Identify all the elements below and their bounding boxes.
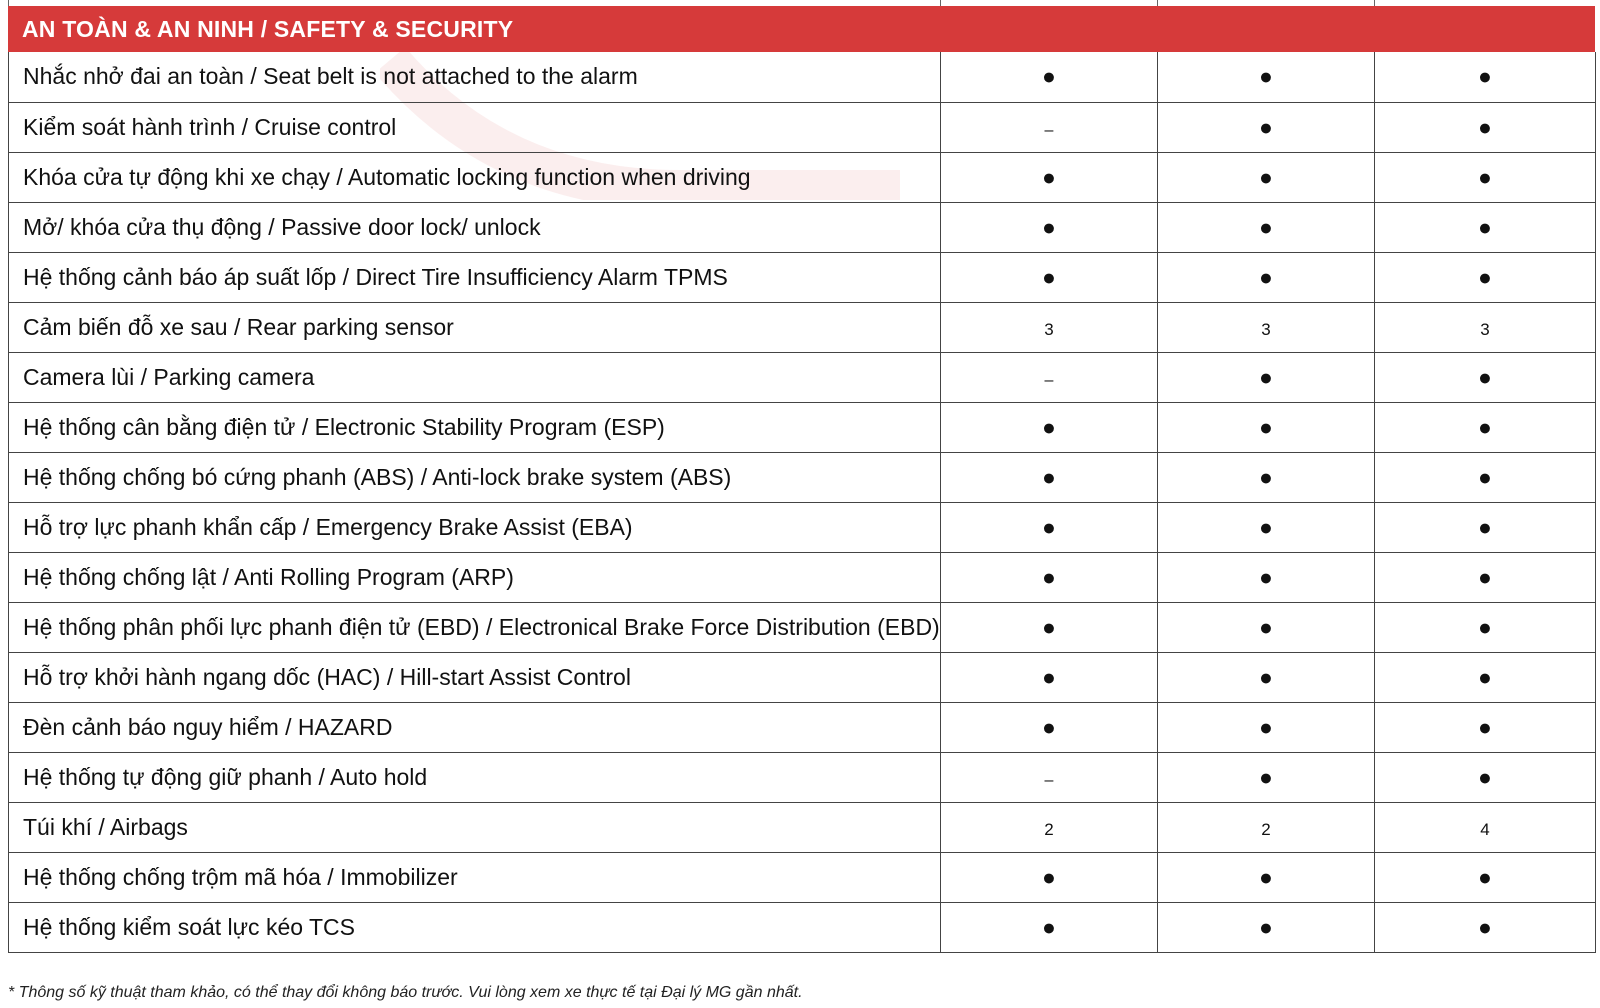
included-dot: ● bbox=[1042, 513, 1056, 540]
included-dot: ● bbox=[1042, 863, 1056, 890]
variant-value-cell bbox=[941, 152, 1158, 202]
feature-label: Cảm biến đỗ xe sau / Rear parking sensor bbox=[9, 302, 941, 352]
feature-label: Đèn cảnh báo nguy hiểm / HAZARD bbox=[9, 702, 941, 752]
variant-value-cell bbox=[1375, 152, 1596, 202]
included-dot: ● bbox=[1259, 863, 1273, 890]
variant-value-cell bbox=[941, 202, 1158, 252]
feature-label: Hệ thống chống lật / Anti Rolling Program (ARP) bbox=[9, 552, 941, 602]
feature-label: Hỗ trợ khởi hành ngang dốc (HAC) / Hill-start Assist Control bbox=[9, 652, 941, 702]
included-dot: ● bbox=[1042, 613, 1056, 640]
variant-value-cell bbox=[941, 102, 1158, 152]
included-dot: ● bbox=[1259, 513, 1273, 540]
feature-label: Hệ thống kiểm soát lực kéo TCS bbox=[9, 902, 941, 952]
included-dot: ● bbox=[1478, 263, 1492, 290]
feature-label: Khóa cửa tự động khi xe chạy / Automatic locking function when driving bbox=[9, 152, 941, 202]
variant-value-cell bbox=[941, 402, 1158, 452]
included-dot: ● bbox=[1259, 713, 1273, 740]
variant-value-cell bbox=[941, 252, 1158, 302]
feature-label: Hệ thống cân bằng điện tử / Electronic Stability Program (ESP) bbox=[9, 402, 941, 452]
table-row bbox=[9, 802, 1596, 852]
feature-label: Nhắc nhở đai an toàn / Seat belt is not attached to the alarm bbox=[9, 52, 941, 102]
table-row bbox=[9, 202, 1596, 252]
included-dot: ● bbox=[1042, 913, 1056, 940]
variant-value-cell bbox=[1158, 302, 1375, 352]
variant-value-cell bbox=[941, 552, 1158, 602]
feature-label: Mở/ khóa cửa thụ động / Passive door lock/ unlock bbox=[9, 202, 941, 252]
table-row bbox=[9, 702, 1596, 752]
included-dot: ● bbox=[1259, 413, 1273, 440]
included-dot: ● bbox=[1478, 413, 1492, 440]
included-dot: ● bbox=[1042, 563, 1056, 590]
section-header bbox=[8, 6, 1595, 52]
feature-label: Hệ thống chống bó cứng phanh (ABS) / Anti-lock brake system (ABS) bbox=[9, 452, 941, 502]
variant-value-cell bbox=[941, 302, 1158, 352]
variant-value-cell bbox=[1158, 802, 1375, 852]
table-row bbox=[9, 152, 1596, 202]
variant-value-cell bbox=[1375, 202, 1596, 252]
included-dot: ● bbox=[1042, 63, 1056, 90]
feature-label: Hệ thống chống trộm mã hóa / Immobilizer bbox=[9, 852, 941, 902]
included-dot: ● bbox=[1259, 213, 1273, 240]
table-row bbox=[9, 352, 1596, 402]
included-dot: ● bbox=[1478, 713, 1492, 740]
included-dot: ● bbox=[1259, 363, 1273, 390]
not-available-dash: – bbox=[1044, 771, 1054, 789]
variant-value-cell bbox=[1158, 252, 1375, 302]
table-row bbox=[9, 252, 1596, 302]
variant-value-cell bbox=[941, 652, 1158, 702]
variant-value-cell bbox=[941, 502, 1158, 552]
not-available-dash: – bbox=[1044, 121, 1054, 139]
variant-value-cell bbox=[1158, 702, 1375, 752]
variant-value-cell bbox=[941, 702, 1158, 752]
feature-label: Camera lùi / Parking camera bbox=[9, 352, 941, 402]
variant-value-cell bbox=[1375, 102, 1596, 152]
section-title: AN TOÀN & AN NINH / SAFETY & SECURITY bbox=[22, 16, 514, 42]
included-dot: ● bbox=[1042, 263, 1056, 290]
variant-value-cell bbox=[1158, 152, 1375, 202]
table-row bbox=[9, 602, 1596, 652]
included-dot: ● bbox=[1478, 513, 1492, 540]
variant-value-cell bbox=[1375, 702, 1596, 752]
included-dot: ● bbox=[1259, 113, 1273, 140]
included-dot: ● bbox=[1042, 413, 1056, 440]
included-dot: ● bbox=[1259, 563, 1273, 590]
variant-value-cell bbox=[941, 902, 1158, 952]
included-dot: ● bbox=[1042, 463, 1056, 490]
included-dot: ● bbox=[1259, 63, 1273, 90]
included-dot: ● bbox=[1259, 463, 1273, 490]
included-dot: ● bbox=[1478, 913, 1492, 940]
included-dot: ● bbox=[1259, 663, 1273, 690]
variant-value-cell bbox=[1375, 902, 1596, 952]
variant-value-cell bbox=[1158, 852, 1375, 902]
quantity-value: 3 bbox=[1480, 319, 1490, 339]
table-row bbox=[9, 402, 1596, 452]
variant-value-cell bbox=[941, 602, 1158, 652]
feature-label: Hệ thống cảnh báo áp suất lốp / Direct Tire Insufficiency Alarm TPMS bbox=[9, 252, 941, 302]
included-dot: ● bbox=[1042, 163, 1056, 190]
included-dot: ● bbox=[1478, 363, 1492, 390]
included-dot: ● bbox=[1478, 113, 1492, 140]
table-row bbox=[9, 652, 1596, 702]
feature-label: Kiểm soát hành trình / Cruise control bbox=[9, 102, 941, 152]
variant-value-cell bbox=[1158, 102, 1375, 152]
variant-value-cell bbox=[941, 52, 1158, 102]
variant-value-cell bbox=[1158, 552, 1375, 602]
included-dot: ● bbox=[1478, 63, 1492, 90]
feature-label: Hệ thống phân phối lực phanh điện tử (EBD) / Electronical Brake Force Distribution (EBD) bbox=[9, 602, 941, 652]
included-dot: ● bbox=[1259, 913, 1273, 940]
variant-value-cell bbox=[1158, 352, 1375, 402]
variant-value-cell bbox=[941, 752, 1158, 802]
variant-value-cell bbox=[941, 852, 1158, 902]
included-dot: ● bbox=[1042, 663, 1056, 690]
variant-value-cell bbox=[1375, 752, 1596, 802]
variant-value-cell bbox=[941, 802, 1158, 852]
variant-value-cell bbox=[1158, 202, 1375, 252]
feature-label: Túi khí / Airbags bbox=[9, 802, 941, 852]
variant-value-cell bbox=[1158, 602, 1375, 652]
variant-value-cell bbox=[941, 352, 1158, 402]
variant-value-cell bbox=[1158, 52, 1375, 102]
variant-value-cell bbox=[1375, 52, 1596, 102]
not-available-dash: – bbox=[1044, 371, 1054, 389]
included-dot: ● bbox=[1478, 863, 1492, 890]
variant-value-cell bbox=[1375, 602, 1596, 652]
quantity-value: 2 bbox=[1261, 819, 1271, 839]
table-row bbox=[9, 852, 1596, 902]
variant-value-cell bbox=[1158, 902, 1375, 952]
variant-value-cell bbox=[1158, 752, 1375, 802]
variant-value-cell bbox=[1375, 352, 1596, 402]
feature-label: Hỗ trợ lực phanh khẩn cấp / Emergency Brake Assist (EBA) bbox=[9, 502, 941, 552]
included-dot: ● bbox=[1478, 613, 1492, 640]
footnote: * Thông số kỹ thuật tham khảo, có thể thay đổi không báo trước. Vui lòng xem xe thực tế tại Đại lý MG gần nhất. bbox=[8, 984, 803, 1001]
included-dot: ● bbox=[1259, 763, 1273, 790]
variant-value-cell bbox=[1158, 452, 1375, 502]
variant-value-cell bbox=[941, 452, 1158, 502]
variant-value-cell bbox=[1158, 502, 1375, 552]
variant-value-cell bbox=[1375, 252, 1596, 302]
spec-table bbox=[8, 52, 1596, 953]
variant-value-cell bbox=[1375, 802, 1596, 852]
table-row bbox=[9, 452, 1596, 502]
variant-value-cell bbox=[1375, 402, 1596, 452]
quantity-value: 4 bbox=[1480, 819, 1490, 839]
table-row bbox=[9, 102, 1596, 152]
included-dot: ● bbox=[1478, 213, 1492, 240]
variant-value-cell bbox=[1375, 452, 1596, 502]
table-row bbox=[9, 552, 1596, 602]
variant-value-cell bbox=[1375, 652, 1596, 702]
included-dot: ● bbox=[1042, 213, 1056, 240]
included-dot: ● bbox=[1478, 163, 1492, 190]
included-dot: ● bbox=[1259, 613, 1273, 640]
table-row bbox=[9, 902, 1596, 952]
variant-value-cell bbox=[1375, 852, 1596, 902]
table-row bbox=[9, 752, 1596, 802]
table-row bbox=[9, 302, 1596, 352]
quantity-value: 2 bbox=[1044, 819, 1054, 839]
variant-value-cell bbox=[1158, 402, 1375, 452]
table-row bbox=[9, 502, 1596, 552]
feature-label: Hệ thống tự động giữ phanh / Auto hold bbox=[9, 752, 941, 802]
included-dot: ● bbox=[1259, 263, 1273, 290]
included-dot: ● bbox=[1478, 563, 1492, 590]
variant-value-cell bbox=[1375, 302, 1596, 352]
variant-value-cell bbox=[1375, 502, 1596, 552]
variant-value-cell bbox=[1375, 552, 1596, 602]
variant-value-cell bbox=[1158, 652, 1375, 702]
quantity-value: 3 bbox=[1044, 319, 1054, 339]
included-dot: ● bbox=[1042, 713, 1056, 740]
table-row bbox=[9, 52, 1596, 102]
quantity-value: 3 bbox=[1261, 319, 1271, 339]
included-dot: ● bbox=[1478, 763, 1492, 790]
included-dot: ● bbox=[1478, 463, 1492, 490]
included-dot: ● bbox=[1259, 163, 1273, 190]
included-dot: ● bbox=[1478, 663, 1492, 690]
